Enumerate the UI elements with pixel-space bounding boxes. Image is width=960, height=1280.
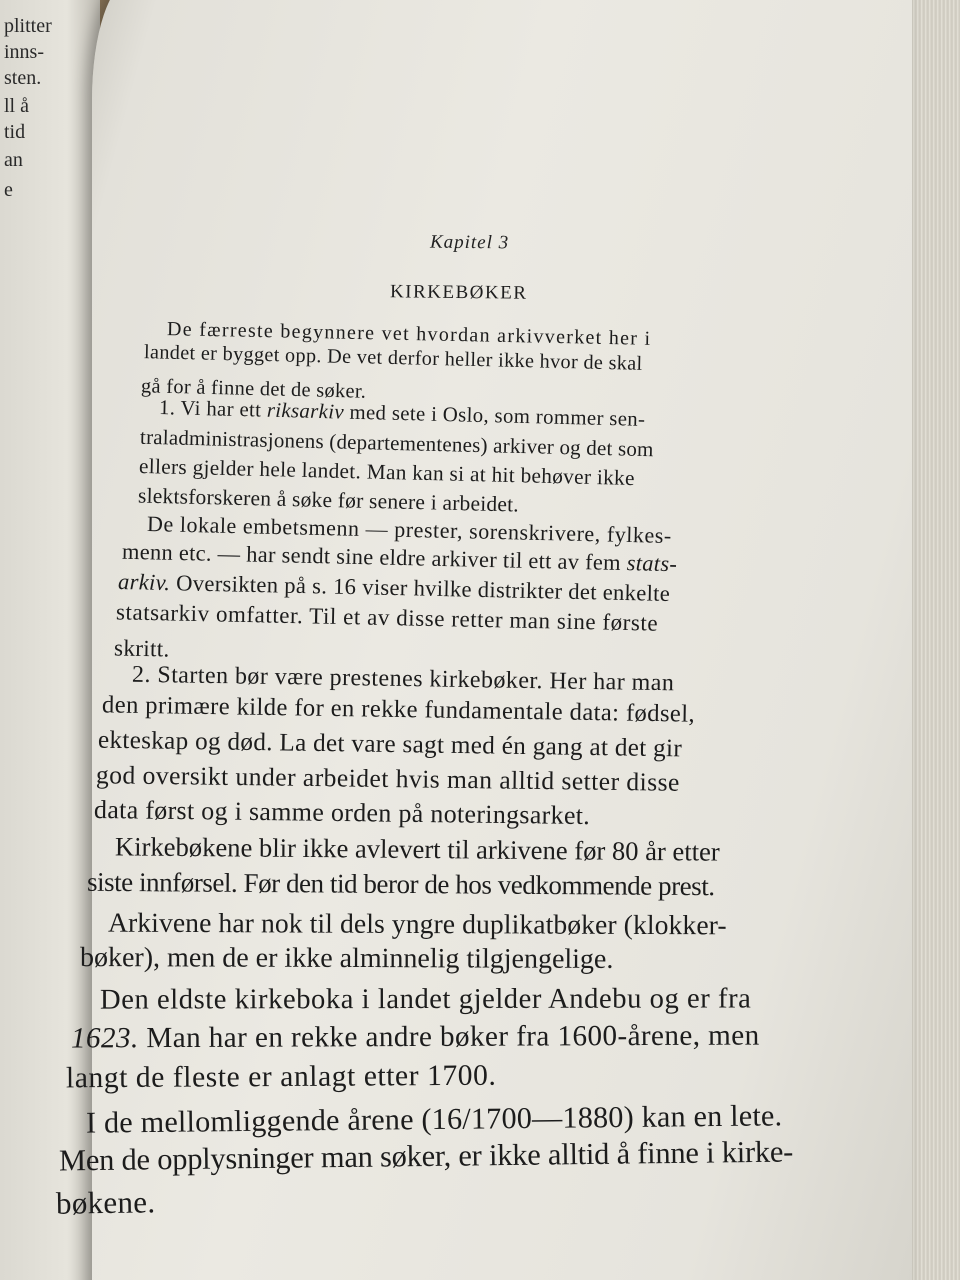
text-line: I de mellomliggende årene (16/1700—1880) kan en lete.	[85, 1098, 783, 1140]
text-line: Kirkebøkene blir ikke avlevert til arkivene før 80 år etter	[114, 831, 720, 867]
text-line: Den eldste kirkeboka i landet gjelder Andebu og er fra	[99, 983, 752, 1016]
text-line: arkiv. Oversikten på s. 16 viser hvilke distrikter det enkelte	[117, 568, 671, 607]
text-line: bøker), men de er ikke alminnelig tilgjengelige.	[79, 942, 614, 975]
text-line: slektsforskeren å søke før senere i arbeidet.	[137, 483, 520, 517]
prev-page-fragment: ll å	[4, 95, 29, 117]
text-line: gå for å finne det de søker.	[140, 375, 367, 403]
text-line: menn etc. — har sendt sine eldre arkiver til ett av fem stats-	[121, 538, 678, 577]
text-line: 1623. Man har en rekke andre bøker fra 1600-årene, men	[70, 1019, 760, 1055]
text-line: den primære kilde for en rekke fundamentale data: fødsel,	[101, 691, 696, 728]
chapter-title: KIRKEBØKER	[389, 281, 528, 304]
text-line: 1. Vi har ett riksarkiv med sete i Oslo, som rommer sen-	[158, 396, 646, 431]
prev-page-fragment: sten.	[4, 67, 42, 89]
text-line: bøkene.	[55, 1184, 156, 1221]
prev-page-fragment: e	[4, 179, 13, 201]
text-line: siste innførsel. Før den tid beror de hos vedkommende prest.	[86, 866, 715, 902]
text-line: 2. Starten bør være prestenes kirkebøker. Her har man	[131, 661, 675, 697]
prev-page-fragment: inns-	[4, 41, 44, 63]
text-line: ellers gjelder hele landet. Man kan si at hit behøver ikke	[138, 453, 636, 491]
text-line: De færreste begynnere vet hvordan arkivverket her i	[166, 318, 652, 350]
text-line: data først og i samme orden på noteringsarket.	[93, 794, 591, 831]
text-line: De lokale embetsmenn — prester, sorenskrivere, fylkes-	[146, 511, 673, 548]
text-line: ekteskap og død. La det vare sagt med én gang at det gir	[97, 726, 683, 763]
text-line: skritt.	[113, 635, 170, 663]
prev-page-fragment: plitter	[4, 15, 52, 37]
chapter-label: Kapitel 3	[429, 231, 510, 254]
text-line: god oversikt under arbeidet hvis man alltid setter disse	[95, 760, 681, 797]
text-line: Arkivene har nok til dels yngre duplikatbøker (klokker-	[107, 906, 727, 941]
text-line: Men de opplysninger man søker, er ikke alltid å finne i kirke-	[58, 1134, 794, 1178]
prev-page-fragment: an	[4, 149, 23, 171]
text-line: landet er bygget opp. De vet derfor heller ikke hvor de skal	[143, 341, 643, 375]
text-line: langt de fleste er anlagt etter 1700.	[65, 1059, 497, 1095]
text-line: statsarkiv omfatter. Til et av disse retter man sine første	[115, 599, 659, 636]
text-line: traladministrasjonens (departementenes) arkiver og det som	[139, 424, 654, 462]
prev-page-fragment: tid	[4, 121, 26, 143]
